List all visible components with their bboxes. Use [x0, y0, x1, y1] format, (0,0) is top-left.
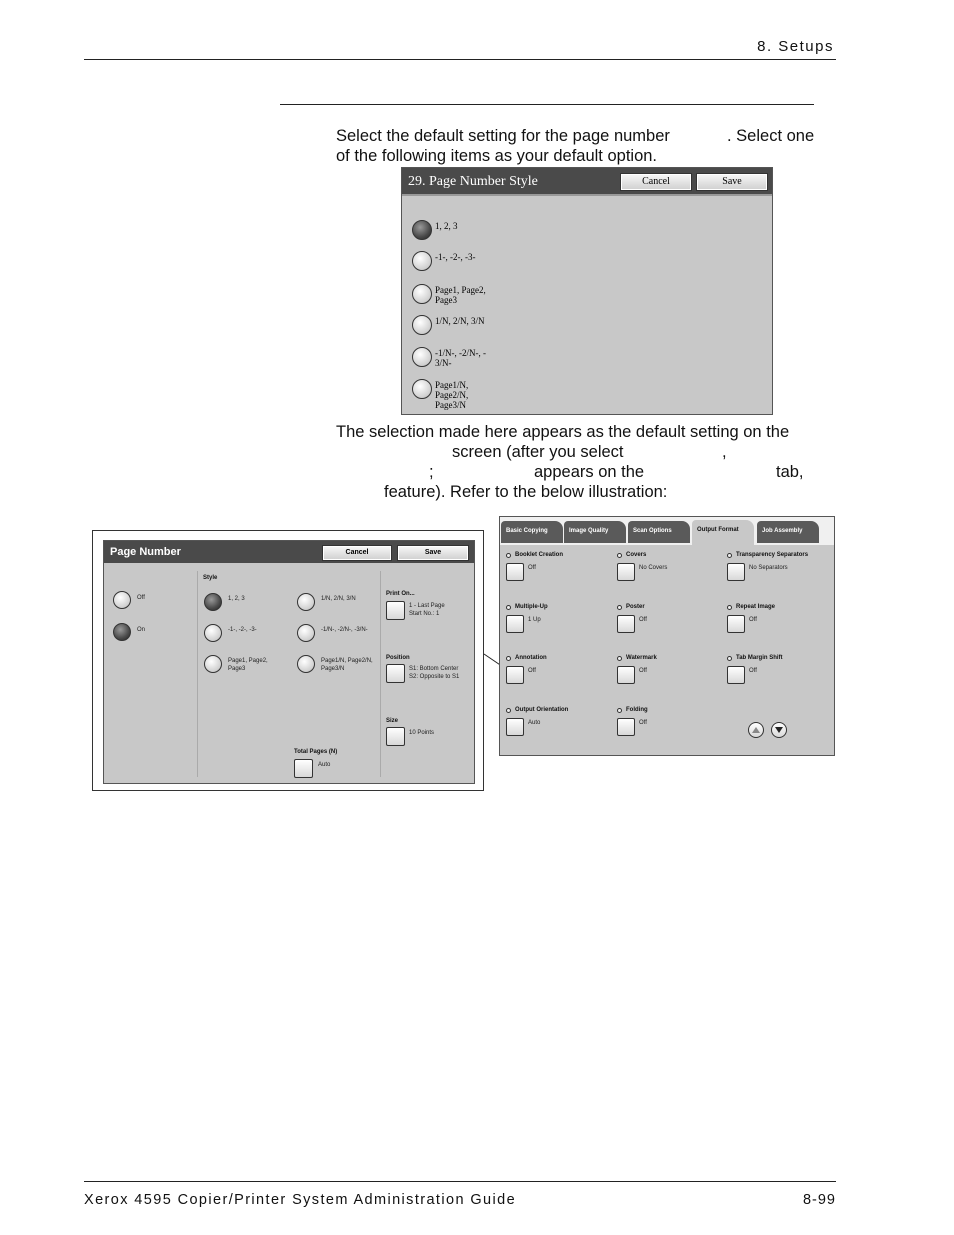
output-format-screen: [499, 516, 835, 756]
feature-label: Folding: [626, 707, 648, 713]
footer-page: 8-99: [802, 1192, 836, 1208]
style-radio[interactable]: [412, 347, 432, 367]
status-dot-icon: [727, 605, 732, 610]
style-heading: Style: [203, 575, 218, 581]
feature-label: Tab Margin Shift: [736, 655, 783, 661]
feature-button[interactable]: [617, 666, 635, 684]
status-dot-icon: [506, 656, 511, 661]
divider: [380, 571, 381, 777]
position-button[interactable]: [386, 664, 405, 683]
para2-line-3c: tab,: [776, 463, 804, 481]
style-option-label: Page1/N, Page2/N, Page3/N: [435, 380, 469, 410]
feature-value: No Separators: [749, 565, 788, 571]
status-dot-icon: [727, 656, 732, 661]
feature-button[interactable]: [617, 615, 635, 633]
heading-rule: [280, 104, 814, 105]
footer-rule: [84, 1181, 836, 1182]
position-value: S1: Bottom Center S2: Opposite to S1: [409, 666, 460, 680]
size-button[interactable]: [386, 727, 405, 746]
position-heading: Position: [386, 655, 410, 661]
feature-label: Output Orientation: [515, 707, 569, 713]
section-header: 8. Setups: [757, 38, 834, 55]
feature-value: Off: [749, 668, 757, 674]
on-label: On: [137, 627, 146, 633]
cancel-button[interactable]: Cancel: [620, 173, 692, 191]
scroll-down-button[interactable]: [771, 722, 787, 738]
tab-basic-copying[interactable]: Basic Copying: [501, 521, 563, 543]
status-dot-icon: [617, 656, 622, 661]
total-pages-heading: Total Pages (N): [294, 749, 338, 755]
feature-label: Covers: [626, 552, 647, 558]
feature-value: 1 Up: [528, 617, 541, 623]
status-dot-icon: [617, 605, 622, 610]
feature-button[interactable]: [617, 718, 635, 736]
feature-button[interactable]: [506, 563, 524, 581]
feature-label: Multiple-Up: [515, 604, 548, 610]
style-radio[interactable]: [204, 593, 222, 611]
feature-button[interactable]: [506, 666, 524, 684]
tab-image-quality[interactable]: Image Quality: [564, 521, 626, 543]
para2-line-4: feature). Refer to the below illustration:: [384, 483, 668, 501]
style-option-label: -1/N-, -2/N-, -3/N-: [321, 627, 368, 633]
feature-value: No Covers: [639, 565, 668, 571]
feature-button[interactable]: [727, 615, 745, 633]
feature-label: Booklet Creation: [515, 552, 564, 558]
feature-value: Off: [749, 617, 757, 623]
para2-line-1: The selection made here appears as the default setting on the: [336, 423, 790, 441]
cancel-button[interactable]: Cancel: [322, 545, 392, 561]
style-radio[interactable]: [204, 624, 222, 642]
print-on-value: 1 - Last Page Start No.: 1: [409, 603, 445, 617]
para2-line-3b: appears on the: [534, 463, 645, 481]
style-radio[interactable]: [412, 315, 432, 335]
size-value: 10 Points: [409, 730, 435, 736]
style-option-label: Page1, Page2, Page3: [228, 658, 268, 672]
print-on-heading: Print On...: [386, 591, 415, 597]
feature-button[interactable]: [506, 718, 524, 736]
off-radio[interactable]: [113, 591, 131, 609]
status-dot-icon: [506, 605, 511, 610]
feature-button[interactable]: [506, 615, 524, 633]
style-option-label: -1/N-, -2/N-, - 3/N-: [435, 348, 486, 368]
on-radio[interactable]: [113, 623, 131, 641]
size-heading: Size: [386, 718, 399, 724]
style-radio[interactable]: [204, 655, 222, 673]
intro-line-2: of the following items as your default option.: [336, 147, 658, 165]
feature-button[interactable]: [727, 666, 745, 684]
style-option-label: -1-, -2-, -3-: [228, 627, 257, 633]
save-button[interactable]: Save: [397, 545, 469, 561]
total-pages-value: Auto: [318, 762, 331, 768]
feature-label: Poster: [626, 604, 645, 610]
feature-label: Repeat Image: [736, 604, 776, 610]
status-dot-icon: [506, 553, 511, 558]
status-dot-icon: [506, 708, 511, 713]
feature-value: Off: [639, 668, 647, 674]
status-dot-icon: [617, 708, 622, 713]
intro-line-1: Select the default setting for the page number: [336, 127, 670, 145]
style-radio[interactable]: [297, 655, 315, 673]
tab-job-assembly[interactable]: Job Assembly: [757, 521, 819, 543]
intro-line-1b: . Select one: [727, 127, 815, 145]
style-option-label: 1/N, 2/N, 3/N: [321, 596, 356, 602]
feature-value: Off: [639, 720, 647, 726]
style-option-label: 1/N, 2/N, 3/N: [435, 316, 485, 326]
style-option-label: Page1/N, Page2/N, Page3/N: [321, 658, 373, 672]
feature-value: Off: [528, 668, 536, 674]
feature-button[interactable]: [727, 563, 745, 581]
page-number-style-dialog: [401, 167, 773, 415]
style-radio[interactable]: [297, 593, 315, 611]
tab-output-format[interactable]: Output Format: [692, 520, 754, 546]
feature-label: Watermark: [626, 655, 657, 661]
style-option-label: 1, 2, 3: [228, 596, 245, 602]
feature-button[interactable]: [617, 563, 635, 581]
dialog-title: Page Number: [110, 546, 181, 558]
up-arrow-icon: [749, 723, 763, 737]
status-dot-icon: [617, 553, 622, 558]
style-radio[interactable]: [412, 379, 432, 399]
style-option-label: 1, 2, 3: [435, 221, 458, 231]
footer-title: Xerox 4595 Copier/Printer System Administration Guide: [84, 1192, 517, 1208]
style-option-label: Page1, Page2, Page3: [435, 285, 486, 305]
save-button[interactable]: Save: [696, 173, 768, 191]
tab-scan-options[interactable]: Scan Options: [628, 521, 690, 543]
style-radio[interactable]: [412, 284, 432, 304]
feature-value: Auto: [528, 720, 541, 726]
style-option-label: -1-, -2-, -3-: [435, 252, 476, 262]
para2-line-3a: ;: [429, 463, 434, 481]
scroll-up-button[interactable]: [748, 722, 764, 738]
para2-line-2: screen (after you select: [452, 443, 624, 461]
header-rule: [84, 59, 836, 60]
feature-label: Annotation: [515, 655, 547, 661]
style-radio[interactable]: [412, 220, 432, 240]
divider: [197, 571, 198, 777]
off-label: Off: [137, 595, 145, 601]
status-dot-icon: [727, 553, 732, 558]
page-number-dialog: [103, 540, 475, 784]
style-radio[interactable]: [412, 251, 432, 271]
feature-value: Off: [639, 617, 647, 623]
dialog-title: 29. Page Number Style: [408, 174, 538, 189]
style-radio[interactable]: [297, 624, 315, 642]
para2-line-2b: ,: [722, 443, 727, 461]
print-on-button[interactable]: [386, 601, 405, 620]
feature-label: Transparency Separators: [736, 552, 809, 558]
total-pages-button[interactable]: [294, 759, 313, 778]
feature-value: Off: [528, 565, 536, 571]
down-arrow-icon: [772, 723, 786, 737]
